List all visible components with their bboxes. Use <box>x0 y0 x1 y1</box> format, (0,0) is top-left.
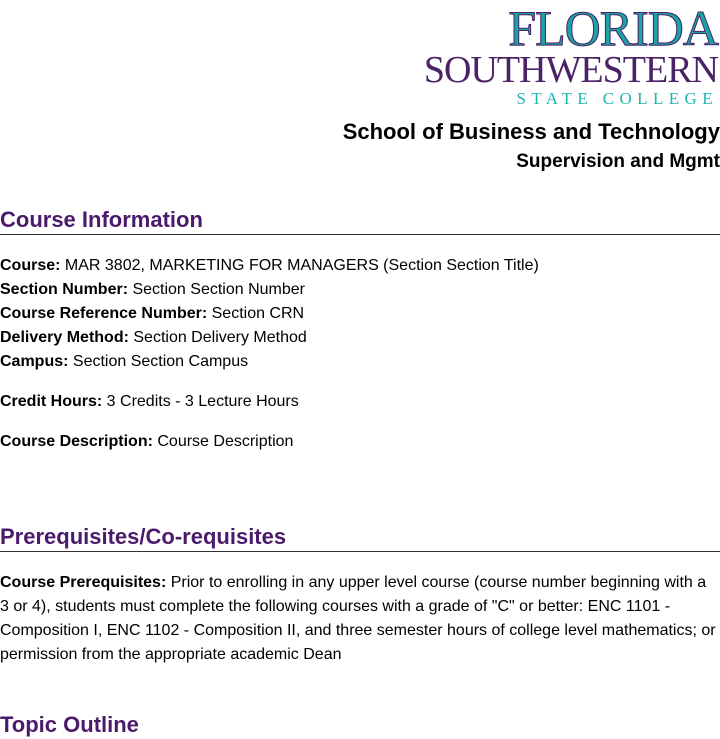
credit-hours-field: Credit Hours: 3 Credits - 3 Lecture Hours <box>0 393 299 410</box>
school-name: School of Business and Technology <box>342 119 720 144</box>
campus-field: Campus: Section Section Campus <box>0 353 249 370</box>
section-number-field: Section Number: Section Section Number <box>0 281 305 298</box>
course-description-field: Course Description: Course Description <box>0 433 294 450</box>
delivery-method-field: Delivery Method: Section Delivery Method <box>0 329 307 346</box>
logo-florida: FLORIDA <box>508 0 718 56</box>
department-name: Supervision and Mgmt <box>516 151 720 172</box>
topic-outline-heading: Topic Outline <box>0 712 139 737</box>
prerequisites-text: Course Prerequisites: Prior to enrolling in any upper level course (course number beginning with a 3 or 4), students must complete the following courses with a grade of "C" or better: ENC 1101 - Composition I, ENC 1102 - Composition II, and three semester hours of college level mathematics; or permission from the appropriate academic Dean <box>0 574 716 663</box>
logo-state-college: STATE COLLEGE <box>516 89 718 108</box>
prerequisites-heading: Prerequisites/Co-requisites <box>0 524 720 552</box>
college-logo <box>418 0 718 110</box>
course-field: Course: MAR 3802, MARKETING FOR MANAGERS (Section Section Title) <box>0 257 539 274</box>
logo-southwestern: SOUTHWESTERN <box>423 49 718 91</box>
course-fields <box>0 254 716 374</box>
course-information-heading: Course Information <box>0 207 720 235</box>
crn-field: Course Reference Number: Section CRN <box>0 305 305 322</box>
